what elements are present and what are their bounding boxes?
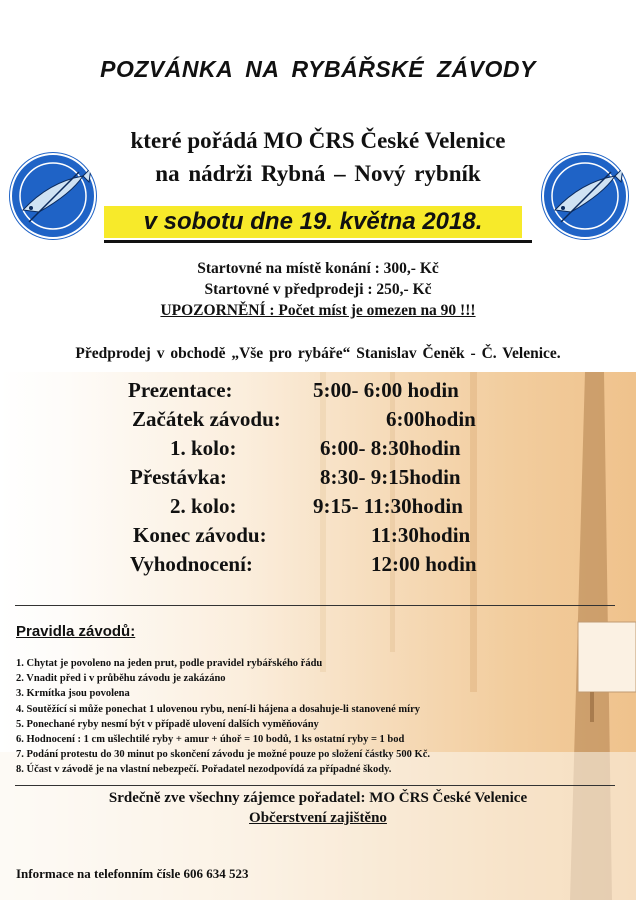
- fee-onsite: Startovné na místě konání : 300,- Kč: [197, 260, 439, 277]
- schedule-row: [0, 378, 636, 407]
- rules-title: Pravidla závodů:: [16, 623, 136, 640]
- schedule-time: 6:00hodin: [386, 407, 476, 431]
- organizer-line: které pořádá MO ČRS České Velenice: [130, 128, 506, 153]
- invitation-line: Srdečně zve všechny zájemce pořadatel: MO ČRS České Velenice: [108, 790, 528, 806]
- schedule-time: 11:30hodin: [371, 523, 471, 547]
- schedule-time: 8:30- 9:15hodin: [320, 465, 461, 489]
- schedule-time: 9:15- 11:30hodin: [313, 494, 463, 518]
- schedule-row: [0, 523, 636, 552]
- schedule-label: Konec závodu:: [133, 523, 267, 547]
- schedule-label: 2. kolo:: [170, 494, 237, 518]
- date-underline: [104, 240, 532, 243]
- schedule-label: Vyhodnocení:: [130, 552, 253, 576]
- capacity-warning: UPOZORNĚNÍ : Počet míst je omezen na 90 !!!: [160, 302, 476, 319]
- rule-item: 6. Hodnocení : 1 cm ušlechtilé ryby + amur + úhoř = 10 bodů, 1 ks ostatní ryby = 1 bod: [16, 734, 405, 746]
- schedule-time: 5:00- 6:00 hodin: [313, 378, 459, 402]
- contact-info: Informace na telefonním čísle 606 634 523: [16, 866, 249, 881]
- rule-item: 2. Vnadit před i v průběhu závodu je zakázáno: [16, 673, 226, 685]
- location-line: na nádrži Rybná – Nový rybník: [155, 161, 481, 186]
- schedule-label: Prezentace:: [128, 378, 233, 402]
- schedule-label: 1. kolo:: [170, 436, 237, 460]
- schedule-row: [0, 407, 636, 436]
- schedule-row: [0, 465, 636, 494]
- schedule-time: 12:00 hodin: [371, 552, 477, 576]
- schedule: [0, 378, 636, 581]
- rule-item: 5. Ponechané ryby nesmí být v případě ulovení dalších vyměňovány: [16, 718, 319, 730]
- divider-top: [15, 605, 615, 606]
- schedule-row: [0, 552, 636, 581]
- divider-bottom: [15, 785, 615, 786]
- schedule-row: [0, 494, 636, 523]
- schedule-label: Začátek závodu:: [132, 407, 281, 431]
- schedule-time: 6:00- 8:30hodin: [320, 436, 461, 460]
- rule-item: 7. Podání protestu do 30 minut po skončení závodu je možné pouze po složení částky 500 Kč.: [16, 749, 430, 761]
- rule-item: 4. Soutěžící si může ponechat 1 ulovenou rybu, není-li hájena a dosahuje-li stanovené míry: [16, 703, 420, 715]
- rules-list: [16, 656, 430, 778]
- schedule-row: [0, 436, 636, 465]
- event-date: v sobotu dne 19. května 2018.: [104, 206, 522, 238]
- rule-item: 3. Krmítka jsou povolena: [16, 688, 130, 700]
- presale-shop: Předprodej v obchodě „Vše pro rybáře“ Stanislav Čeněk - Č. Velenice.: [75, 345, 561, 362]
- rule-item: 8. Účast v závodě je na vlastní nebezpečí. Pořadatel nezodpovídá za případné škody.: [16, 764, 392, 776]
- fee-presale: Startovné v předprodeji : 250,- Kč: [204, 281, 432, 298]
- refreshments-line: Občerstvení zajištěno: [249, 810, 387, 826]
- page-title: POZVÁNKA NA RYBÁŘSKÉ ZÁVODY: [100, 56, 536, 82]
- rule-item: 1. Chytat je povoleno na jeden prut, podle pravidel rybářského řádu: [16, 658, 323, 669]
- schedule-label: Přestávka:: [130, 465, 227, 489]
